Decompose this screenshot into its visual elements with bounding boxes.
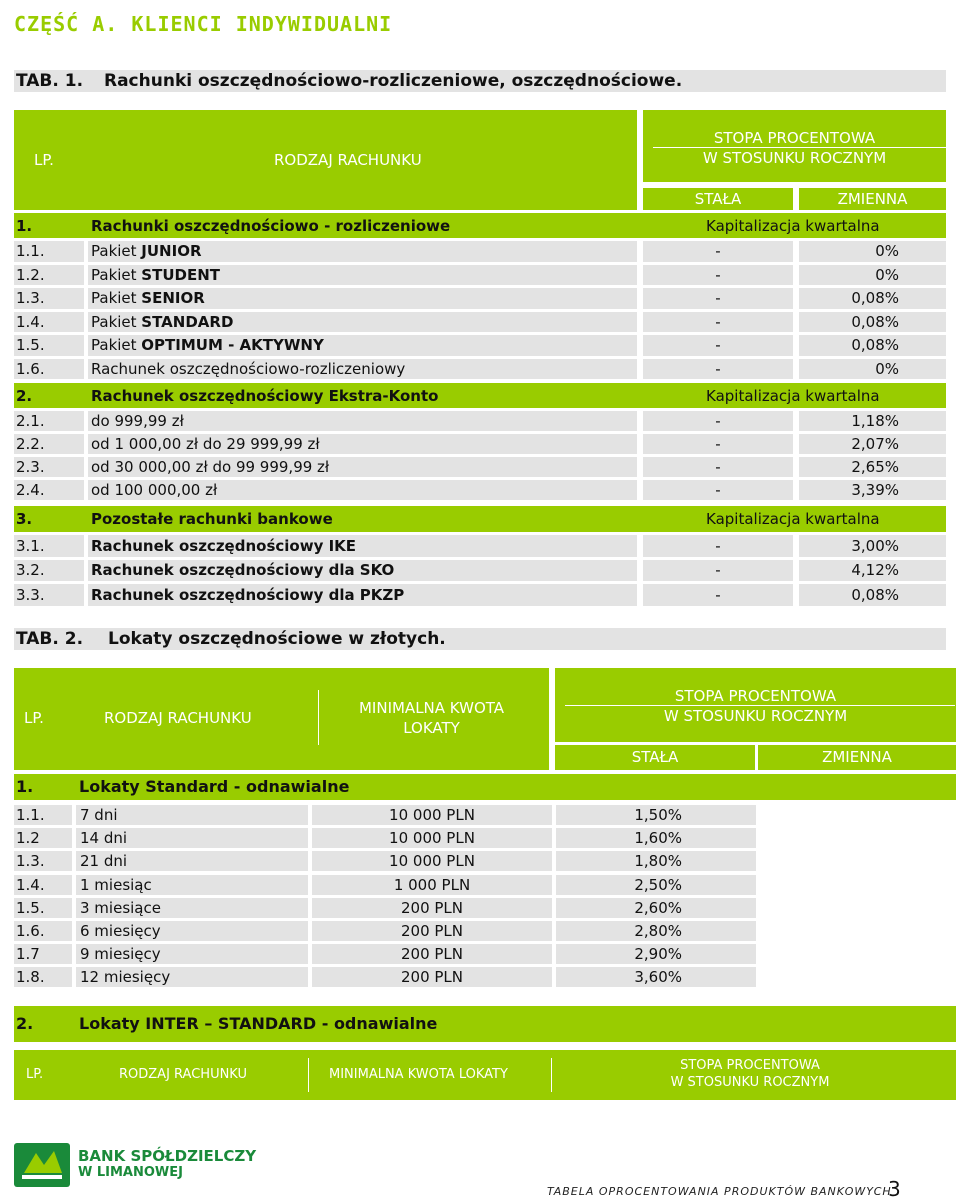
- row-name-bold: OPTIMUM - AKTYWNY: [141, 336, 324, 355]
- row-min-amount: 200 PLN: [400, 898, 464, 917]
- section-lp: 3.: [16, 510, 33, 528]
- tab2-label: TAB. 2.: [16, 629, 84, 649]
- section-name: Lokaty INTER – STANDARD - odnawialne: [79, 1014, 438, 1033]
- row-zmienna: 0%: [875, 242, 899, 261]
- row-lp: 1.2: [16, 829, 40, 848]
- row-name: [91, 335, 324, 355]
- row-zmienna: 0,08%: [851, 312, 899, 331]
- tab2-title: Lokaty oszczędnościowe w złotych.: [108, 629, 446, 649]
- tab2-header-lp: LP.: [24, 709, 44, 727]
- row-zmienna: 2,07%: [851, 435, 899, 453]
- row-zmienna: 0%: [875, 359, 899, 378]
- tab1-header-divider: [653, 147, 946, 148]
- row-name: 9 miesięcy: [80, 945, 161, 964]
- tab1-label: TAB. 1.: [16, 71, 84, 91]
- row-name-prefix: Pakiet: [91, 312, 142, 331]
- tab2-section-2: [14, 1006, 956, 1042]
- tab1-section-2: [14, 383, 946, 408]
- row-name: [91, 241, 202, 261]
- tab1-header-zmienna: ZMIENNA: [799, 188, 946, 210]
- row-stala: -: [715, 289, 721, 308]
- row-stala: -: [715, 265, 721, 284]
- section-name: Pozostałe rachunki bankowe: [91, 510, 333, 528]
- row-stala: -: [715, 458, 721, 476]
- row-name: 1 miesiąc: [80, 875, 152, 894]
- section-name: Lokaty Standard - odnawialne: [79, 777, 350, 796]
- tab2-header2-stopa-line2: W STOSUNKU ROCZNYM: [670, 1075, 830, 1090]
- tab2-header-rodzaj: RODZAJ RACHUNKU: [104, 709, 252, 727]
- row-stala: -: [715, 412, 721, 430]
- section-name: Rachunek oszczędnościowy Ekstra-Konto: [91, 387, 439, 405]
- row-min-amount: 200 PLN: [400, 968, 464, 987]
- tab2-section-1: [14, 774, 956, 800]
- row-stala: 2,80%: [634, 922, 682, 940]
- row-lp: 3.1.: [16, 536, 45, 555]
- row-lp: 1.7: [16, 945, 40, 964]
- row-name-bold: JUNIOR: [141, 242, 202, 261]
- tab2-header-zmienna: ZMIENNA: [758, 745, 956, 770]
- tab1-stopa-line2: W STOSUNKU ROCZNYM: [702, 149, 887, 167]
- tab2-header2-rodzaj: RODZAJ RACHUNKU: [119, 1067, 247, 1082]
- row-lp: 1.1.: [16, 242, 45, 261]
- section-lp: 2.: [16, 387, 33, 405]
- row-stala: 2,50%: [634, 875, 682, 894]
- row-stala: -: [715, 435, 721, 453]
- tab2-header2-lp: LP.: [26, 1067, 44, 1082]
- tab1-header-stala: STAŁA: [643, 188, 793, 210]
- row-min-amount: 1 000 PLN: [393, 875, 471, 894]
- row-name: do 999,99 zł: [91, 412, 184, 430]
- row-name: [91, 359, 405, 379]
- section-capitalization: Kapitalizacja kwartalna: [706, 387, 880, 405]
- bank-logo-line1: BANK SPÓŁDZIELCZY: [78, 1147, 257, 1165]
- row-zmienna: 4,12%: [851, 561, 899, 580]
- row-name-prefix: Rachunek oszczędnościowo-rozliczeniowy: [91, 359, 406, 378]
- tab2-title-bar: [14, 628, 946, 650]
- row-zmienna: 1,18%: [851, 412, 899, 430]
- tab2-header2-divider-2: [551, 1058, 552, 1092]
- row-lp: 2.1.: [16, 412, 45, 430]
- row-stala: -: [715, 359, 721, 378]
- section-name: Rachunki oszczędnościowo - rozliczeniowe: [91, 217, 451, 235]
- row-name: Rachunek oszczędnościowy IKE: [91, 536, 357, 555]
- tab2-header-stala: STAŁA: [555, 745, 755, 770]
- bank-logo-line2: W LIMANOWEJ: [78, 1165, 183, 1180]
- tab2-header-left: [14, 668, 549, 770]
- row-stala: -: [715, 336, 721, 355]
- tab2-header2-divider-1: [308, 1058, 309, 1092]
- tab2-min-line1: MINIMALNA KWOTA: [358, 699, 505, 717]
- row-name: 6 miesięcy: [80, 922, 161, 940]
- row-name-bold: STANDARD: [141, 312, 234, 331]
- row-min-amount: 10 000 PLN: [389, 852, 475, 871]
- row-lp: 3.2.: [16, 561, 45, 580]
- tab1-section-1: [14, 213, 946, 238]
- page-number: 3: [888, 1177, 901, 1201]
- tab1-title-bar: [14, 70, 946, 92]
- footer-doc-title: TABELA OPROCENTOWANIA PRODUKTÓW BANKOWYCH: [547, 1185, 892, 1198]
- tab1-header-left: [14, 110, 637, 210]
- row-lp: 1.4.: [16, 875, 45, 894]
- row-name: 14 dni: [80, 829, 128, 848]
- tab1-section-3: [14, 506, 946, 532]
- tab1-stopa-line1: STOPA PROCENTOWA: [713, 129, 876, 147]
- row-name-prefix: Pakiet: [91, 242, 142, 261]
- row-name-bold: STUDENT: [141, 265, 220, 284]
- row-stala: -: [715, 312, 721, 331]
- row-name-bold: SENIOR: [141, 289, 205, 308]
- row-min-amount: 10 000 PLN: [389, 806, 475, 824]
- row-name: od 1 000,00 zł do 29 999,99 zł: [91, 435, 320, 453]
- section-capitalization: Kapitalizacja kwartalna: [706, 510, 880, 528]
- row-zmienna: 3,39%: [851, 481, 899, 499]
- row-lp: 1.1.: [16, 806, 45, 824]
- tab2-header2-stopa: [650, 1057, 850, 1091]
- section-lp: 2.: [16, 1014, 34, 1033]
- row-name: [91, 312, 233, 332]
- row-lp: 1.4.: [16, 312, 45, 331]
- bank-logo: [14, 1143, 264, 1187]
- row-zmienna: 0,08%: [851, 585, 899, 604]
- row-lp: 1.5.: [16, 898, 45, 917]
- row-min-amount: 200 PLN: [400, 922, 464, 940]
- tab2-header2-stopa-line1: STOPA PROCENTOWA: [680, 1058, 820, 1073]
- row-lp: 1.6.: [16, 922, 45, 940]
- tab1-header-stopa: [643, 110, 946, 182]
- bank-logo-icon: [14, 1143, 70, 1187]
- row-stala: -: [715, 242, 721, 261]
- row-stala: -: [715, 585, 721, 604]
- row-lp: 3.3.: [16, 585, 45, 604]
- tab2-header-divider-h: [565, 705, 955, 706]
- row-name: [91, 265, 220, 285]
- row-lp: 1.3.: [16, 852, 45, 871]
- row-stala: -: [715, 536, 721, 555]
- row-stala: 1,50%: [634, 806, 682, 824]
- row-name-prefix: Pakiet: [91, 336, 142, 355]
- tab1-title: Rachunki oszczędnościowo-rozliczeniowe, oszczędnościowe.: [104, 71, 683, 91]
- row-name: Rachunek oszczędnościowy dla PKZP: [91, 585, 405, 604]
- row-name: od 100 000,00 zł: [91, 481, 218, 499]
- row-zmienna: 3,00%: [851, 536, 899, 555]
- row-stala: 3,60%: [634, 968, 682, 987]
- row-min-amount: 200 PLN: [400, 945, 464, 964]
- tab2-header-divider-v: [318, 690, 319, 745]
- row-name: 7 dni: [80, 806, 118, 824]
- row-zmienna: 0,08%: [851, 289, 899, 308]
- part-title: CZĘŚĆ A. KLIENCI INDYWIDUALNI: [14, 12, 393, 36]
- row-name: 12 miesięcy: [80, 968, 171, 987]
- row-stala: 1,80%: [634, 852, 682, 871]
- tab2-header2-min: MINIMALNA KWOTA LOKATY: [329, 1067, 508, 1082]
- section-lp: 1.: [16, 777, 34, 796]
- section-lp: 1.: [16, 217, 33, 235]
- row-stala: -: [715, 561, 721, 580]
- row-min-amount: 10 000 PLN: [389, 829, 475, 848]
- tab2-header2: [14, 1050, 956, 1100]
- row-name: 21 dni: [80, 852, 128, 871]
- tab2-min-line2: LOKATY: [403, 719, 460, 737]
- row-name: 3 miesiące: [80, 898, 161, 917]
- row-stala: 2,60%: [634, 898, 682, 917]
- row-lp: 1.5.: [16, 336, 45, 355]
- tab2-header-min: [324, 698, 539, 738]
- row-lp: 1.6.: [16, 359, 45, 378]
- section-capitalization: Kapitalizacja kwartalna: [706, 217, 880, 235]
- row-zmienna: 0%: [875, 265, 899, 284]
- row-name-prefix: Pakiet: [91, 289, 142, 308]
- row-name-prefix: Pakiet: [91, 265, 142, 284]
- row-lp: 2.2.: [16, 435, 45, 453]
- row-stala: -: [715, 481, 721, 499]
- tab1-header-rodzaj: RODZAJ RACHUNKU: [274, 151, 422, 169]
- row-lp: 2.3.: [16, 458, 45, 476]
- row-name: Rachunek oszczędnościowy dla SKO: [91, 561, 395, 580]
- row-name: [91, 288, 205, 308]
- row-zmienna: 0,08%: [851, 336, 899, 355]
- row-lp: 2.4.: [16, 481, 45, 499]
- tab1-header-lp: LP.: [34, 151, 54, 169]
- row-lp: 1.2.: [16, 265, 45, 284]
- row-name: od 30 000,00 zł do 99 999,99 zł: [91, 458, 330, 476]
- row-stala: 2,90%: [634, 945, 682, 964]
- tab2-stopa-line1: STOPA PROCENTOWA: [674, 687, 837, 705]
- row-zmienna: 2,65%: [851, 458, 899, 476]
- row-lp: 1.3.: [16, 289, 45, 308]
- row-stala: 1,60%: [634, 829, 682, 848]
- tab2-stopa-line2: W STOSUNKU ROCZNYM: [663, 707, 848, 725]
- row-lp: 1.8.: [16, 968, 45, 987]
